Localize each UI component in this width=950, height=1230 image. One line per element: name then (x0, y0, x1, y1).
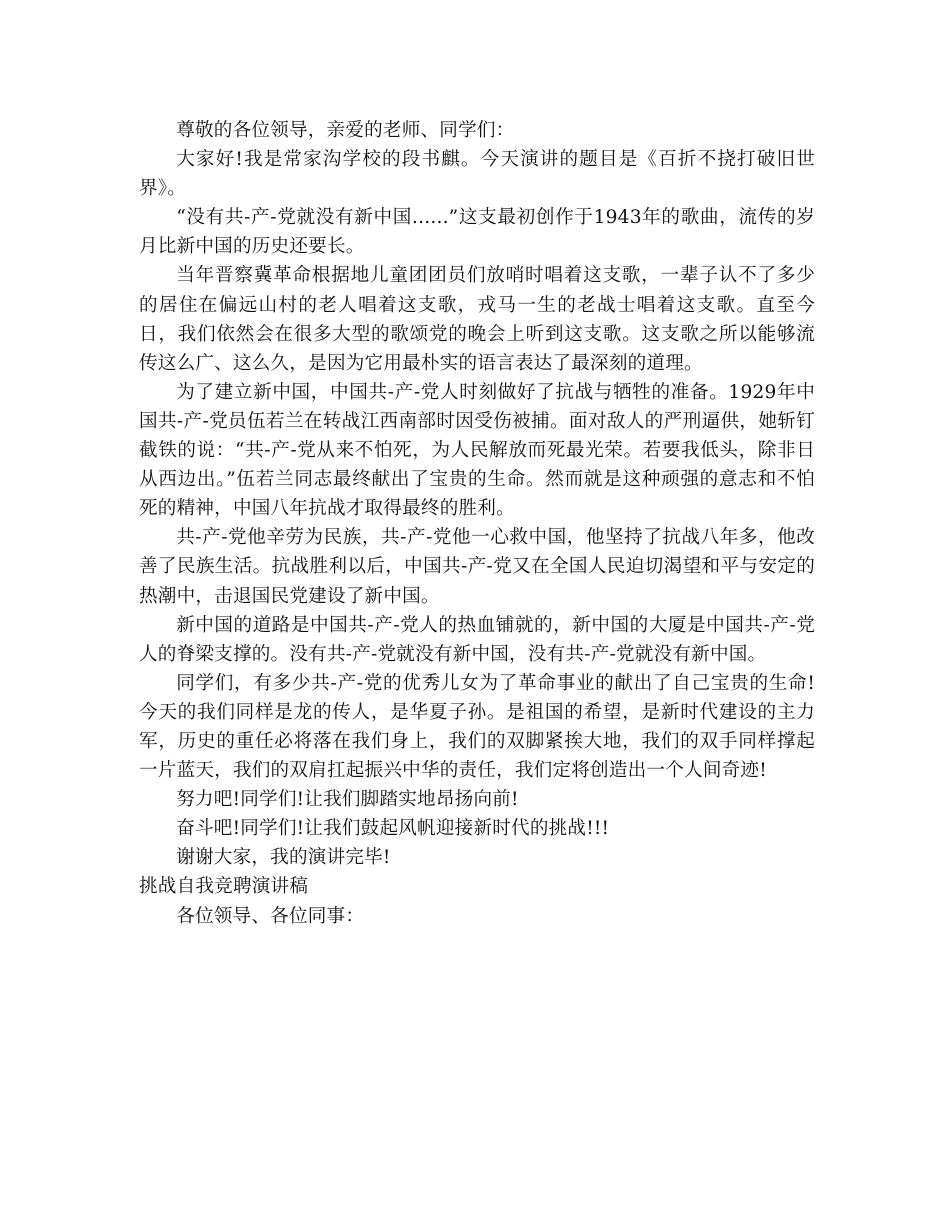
document-page (139, 116, 815, 931)
next-section-greeting: 各位领导、各位同事： (176, 905, 365, 927)
paragraph-salutation: 尊敬的各位领导，亲爱的老师、同学们： (176, 120, 515, 141)
paragraph-song: “没有共-产-党就没有新中国......”这支最初创作于1943年的歌曲，流传的岁月比新中国的历史还要长。 (139, 207, 815, 258)
next-section-title: 挑战自我竞聘演讲稿 (139, 876, 309, 898)
paragraph-history: 当年晋察冀革命根据地儿童团团员们放哨时唱着这支歌，一辈子认不了多少的居住在偏远山村的老人唱着这支歌，戎马一生的老战士唱着这支歌。直至今日，我们依然会在很多大型的歌颂党的晚会上听到这支歌。这支歌之所以能够流传这么广、这么久，是因为它用最朴实的语言表达了最深刻的道理。 (139, 265, 815, 374)
paragraph-students: 同学们，有多少共-产-党的优秀儿女为了革命事业的献出了自己宝贵的生命!今天的我们同样是龙的传人，是华夏子孙。是祖国的希望，是新时代建设的主力军，历史的重任必将落在我们身上，我们的双脚紧挨大地，我们的双手同样撑起一片蓝天，我们的双肩扛起振兴中华的责任，我们定将创造出一个人间奇迹! (139, 672, 815, 782)
paragraph-party: 共-产-党他辛劳为民族，共-产-党他一心救中国，他坚持了抗战八年多，他改善了民族生活。抗战胜利以后，中国共-产-党又在全国人民迫切渴望和平与安定的热潮中，击退国民党建设了新中国。 (139, 527, 815, 607)
paragraph-cheer-2: 奋斗吧!同学们!让我们鼓起风帆迎接新时代的挑战!!! (176, 818, 610, 840)
paragraph-closing: 谢谢大家，我的演讲完毕! (176, 847, 391, 869)
paragraph-intro: 大家好!我是常家沟学校的段书麒。今天演讲的题目是《百折不挠打破旧世界》。 (139, 149, 815, 200)
paragraph-sacrifice: 为了建立新中国，中国共-产-党人时刻做好了抗战与牺牲的准备。1929年中国共-产-党员伍若兰在转战江西南部时因受伤被捕。面对敌人的严刑逼供，她斩钉截铁的说：“共-产-党从来不怕死，为人民解放而死最光荣。若要我低头，除非日从西边出。”伍若兰同志最终献出了宝贵的生命。然而就是这种顽强的意志和不怕死的精神，中国八年抗战才取得最终的胜利。 (139, 381, 815, 520)
paragraph-new-china: 新中国的道路是中国共-产-党人的热血铺就的，新中国的大厦是中国共-产-党人的脊梁支撑的。没有共-产-党就没有新中国，没有共-产-党就没有新中国。 (139, 614, 815, 665)
paragraph-cheer-1: 努力吧!同学们!让我们脚踏实地昂扬向前! (176, 789, 519, 811)
